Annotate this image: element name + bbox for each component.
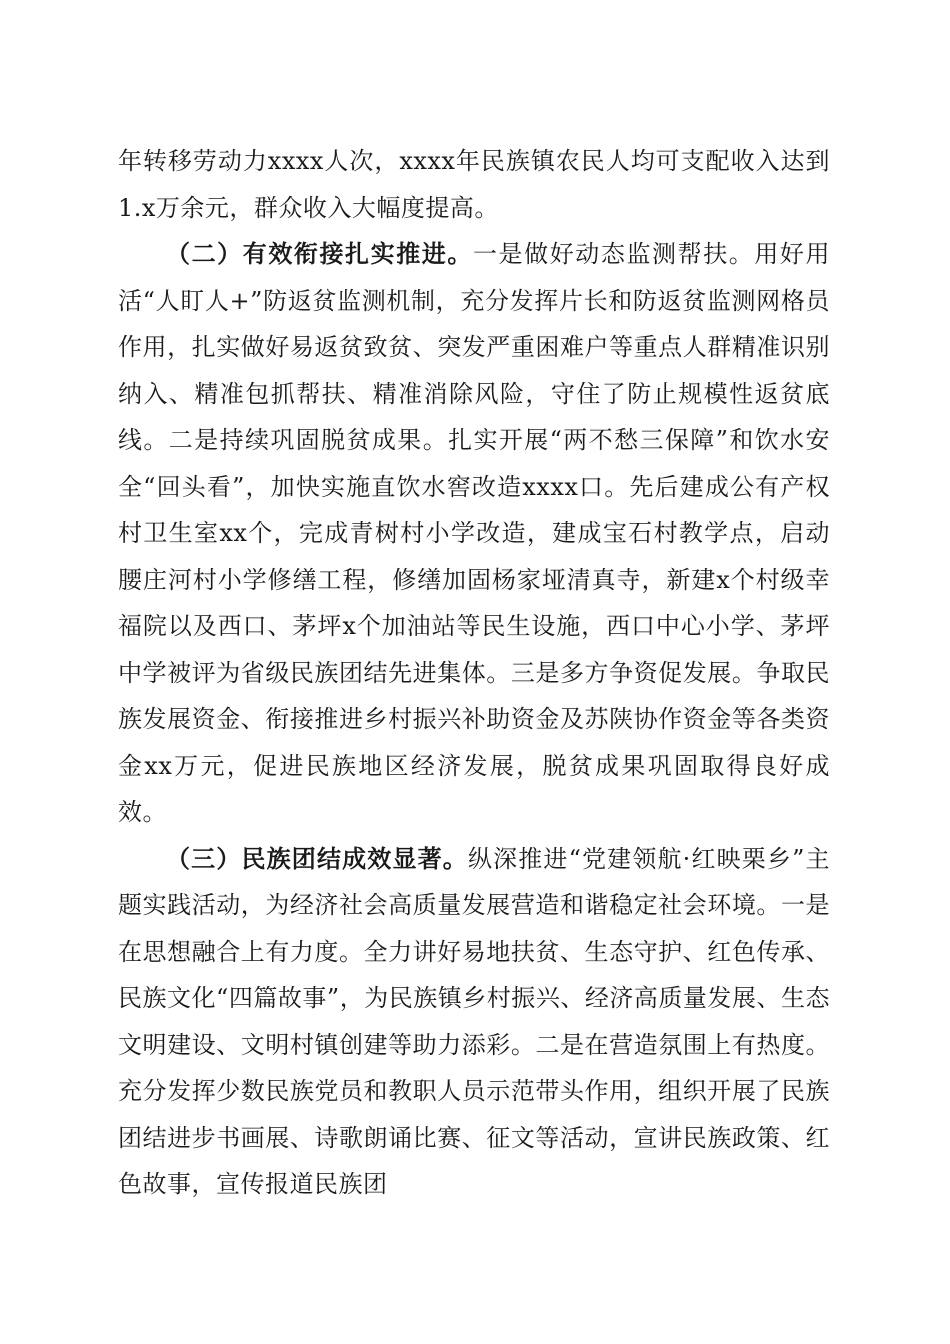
paragraph-section-three	[118, 836, 830, 1208]
paragraph-income-summary	[118, 138, 830, 231]
paragraph-text: 年转移劳动力xxxx人次，xxxx年民族镇农民人均可支配收入达到1.x万余元，群众收入大幅度提高。	[118, 147, 830, 222]
document-body	[118, 138, 830, 1208]
paragraph-section-two	[118, 231, 830, 836]
section-three-heading: （三）民族团结成效显著。	[166, 843, 468, 873]
section-two-heading: （二）有效衔接扎实推进。	[166, 239, 473, 268]
paragraph-text: 一是做好动态监测帮扶。用好用活“人盯人+”防返贫监测机制，充分发挥片长和防返贫监测网格员作用，扎实做好易返贫致贫、突发严重困难户等重点人群精准识别纳入、精准包抓帮扶、精准消除风险，守住了防止规模性返贫底线。二是持续巩固脱贫成果。扎实开展“两不愁三保障”和饮水安全“回头看”，加快实施直饮水窖改造xxxx口。先后建成公有产权村卫生室xx个，完成青树村小学改造，建成宝石村教学点，启动腰庄河村小学修缮工程，修缮加固杨家垭清真寺，新建x个村级幸福院以及西口、茅坪x个加油站等民生设施，西口中心小学、茅坪中学被评为省级民族团结先进集体。三是多方争资促发展。争取民族发展资金、衔接推进乡村振兴补助资金及苏陕协作资金等各类资金xx万元，促进民族地区经济发展，脱贫成果巩固取得良好成效。	[118, 240, 831, 826]
paragraph-text: 纵深推进“党建领航·红映栗乡”主题实践活动，为经济社会高质量发展营造和谐稳定社会环境。一是在思想融合上有力度。全力讲好易地扶贫、生态守护、红色传承、民族文化“四篇故事”，为民族镇乡村振兴、经济高质量发展、生态文明建设、文明村镇创建等助力添彩。二是在营造氛围上有热度。充分发挥少数民族党员和教职人员示范带头作用，组织开展了民族团结进步书画展、诗歌朗诵比赛、征文等活动，宣讲民族政策、红色故事，宣传报道民族团	[118, 844, 831, 1198]
